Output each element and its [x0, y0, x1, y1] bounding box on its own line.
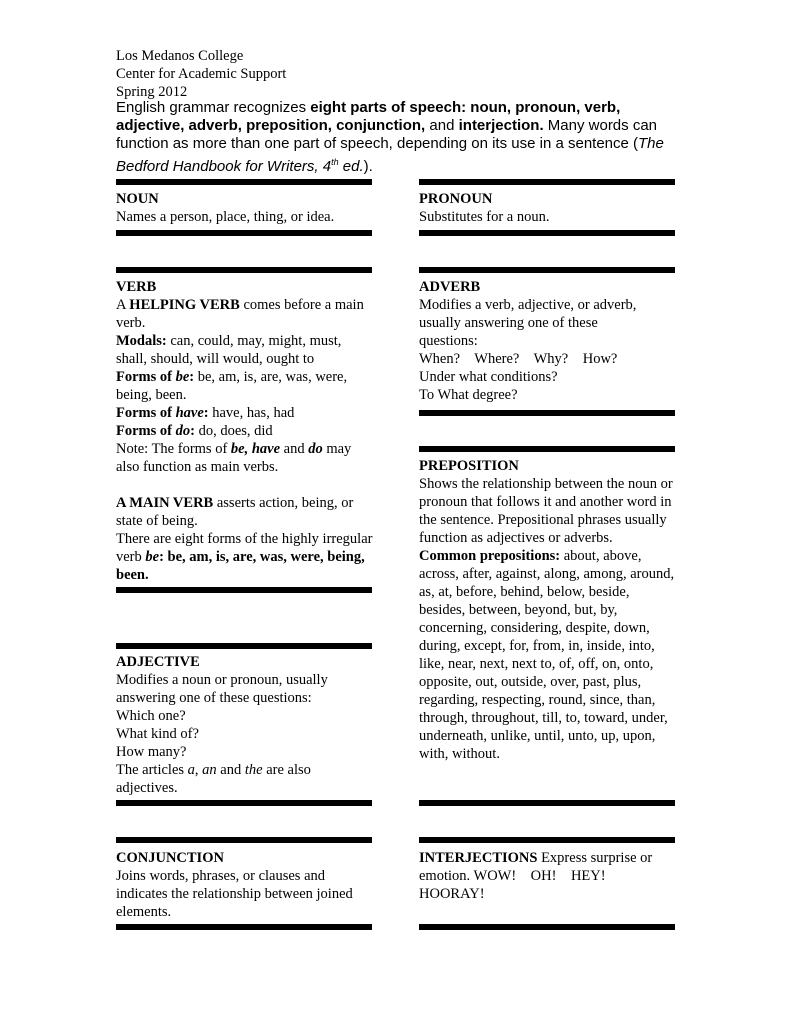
do-label-2: :: [190, 423, 195, 439]
helping-verb-line: [116, 296, 376, 332]
intro-text-4: ).: [363, 158, 373, 175]
common-prepositions: about, above, across, after, against, along, among, around, as, at, before, behind, below, beside, besides, between, beyond, but, by, concerning, considering, despite, down, during, except, for, from, in, inside, into, like, near, next, next to, of, off, on, onto, opposite, out, outside, over, past, plus, regarding, respecting, round, since, than, through, throughout, till, to, toward, under, underneath, unlike, until, unto, up, upon, with, without.: [419, 548, 675, 762]
verb-top-rule: [116, 267, 372, 273]
irr-forms: : be, am, is, are, was, were, being, been.: [116, 549, 365, 583]
be-forms: be, am, is, are, was, were, being, been.: [116, 369, 348, 403]
have-label-word: have: [175, 405, 204, 421]
hv-post: comes before a main verb.: [116, 297, 364, 331]
conjunction-top-rule: [116, 837, 372, 843]
preposition-section: [419, 457, 679, 763]
adverb-title: ADVERB: [419, 279, 481, 295]
adverb-line-6: To What degree?: [419, 387, 518, 403]
irr-be: be: [145, 549, 160, 565]
book-edition: ed.: [338, 158, 364, 175]
hv-bold: HELPING VERB: [129, 297, 240, 313]
verb-bottom-rule: [116, 587, 372, 593]
adverb-line-1: Modifies a verb, adjective, or adverb,: [419, 297, 637, 313]
adjective-title: ADJECTIVE: [116, 654, 200, 670]
mv-bold: A MAIN VERB: [116, 495, 214, 511]
adjective-line-4: What kind of?: [116, 726, 199, 742]
conjunction-title: CONJUNCTION: [116, 850, 224, 866]
noun-section: [116, 190, 374, 226]
adjective-top-rule: [116, 643, 372, 649]
term: Spring 2012: [116, 84, 188, 100]
main-verb-line: [116, 494, 376, 530]
adverb-bottom-rule: [419, 410, 675, 416]
be-label-1: Forms of: [116, 369, 176, 385]
note-bold-2: do: [308, 441, 323, 457]
note-bold-1: be, have: [230, 441, 281, 457]
conjunction-bottom-rule: [116, 924, 372, 930]
adjective-line-3: Which one?: [116, 708, 186, 724]
pronoun-top-rule: [419, 179, 675, 185]
verb-title: VERB: [116, 279, 157, 295]
common-prepositions-label: Common prepositions:: [419, 548, 561, 564]
edition-superscript: th: [331, 157, 339, 167]
be-label-2: :: [189, 369, 195, 385]
interjection-definition: Express surprise or emotion. WOW! OH! HEY! HOORAY!: [419, 850, 656, 902]
note-2: and: [280, 441, 309, 457]
art-1: The articles: [116, 762, 188, 778]
verb-spacer: [116, 476, 376, 494]
book-title: The Bedford Handbook for Writers, 4: [116, 135, 664, 175]
preposition-definition: Shows the relationship between the noun or pronoun that follows it and another word in the sentence. Prepositional phrases usually function as adjectives or adverbs.: [419, 476, 673, 546]
preposition-top-rule: [419, 446, 675, 452]
art-3: and: [216, 762, 245, 778]
noun-bottom-rule: [116, 230, 372, 236]
adjective-line-2: answering one of these questions:: [116, 690, 312, 706]
note-1: Note: The forms of: [116, 441, 231, 457]
art-2: ,: [194, 762, 203, 778]
have-label-2: :: [203, 405, 209, 421]
adjective-section: [116, 653, 376, 797]
intro-bold-1: eight parts of speech: noun, pronoun, verb, adjective, adverb, preposition, conjunction,: [116, 99, 621, 134]
do-forms: do, does, did: [194, 423, 273, 439]
do-label-1: Forms of: [116, 423, 176, 439]
modals-label: Modals:: [116, 333, 167, 349]
conjunction-section: [116, 849, 376, 921]
adverb-questions: When? Where? Why? How?: [419, 351, 618, 367]
adverb-line-3: questions:: [419, 333, 478, 349]
art-the: the: [244, 762, 263, 778]
do-forms-line: [116, 422, 376, 440]
modals-list: can, could, may, might, must, shall, should, will would, ought to: [116, 333, 342, 367]
intro-text-2: and: [425, 117, 459, 134]
pronoun-definition: Substitutes for a noun.: [419, 209, 550, 225]
adverb-section: [419, 278, 679, 404]
modals-line: [116, 332, 376, 368]
verb-section: [116, 278, 376, 584]
interjection-bottom-rule: [419, 924, 675, 930]
hv-pre: A: [116, 297, 130, 313]
preposition-list: [419, 547, 679, 763]
interjection-text: [419, 849, 679, 903]
have-forms-line: [116, 404, 376, 422]
interjection-section: [419, 849, 679, 903]
noun-definition: Names a person, place, thing, or idea.: [116, 209, 335, 225]
adverb-top-rule: [419, 267, 675, 273]
pronoun-title: PRONOUN: [419, 191, 493, 207]
be-label-word: be: [175, 369, 190, 385]
have-label-1: Forms of: [116, 405, 176, 421]
document-header: [116, 47, 676, 101]
center-name: Center for Academic Support: [116, 66, 287, 82]
articles-line: [116, 761, 376, 797]
interjection-title: INTERJECTIONS: [419, 850, 538, 866]
preposition-bottom-rule: [419, 800, 675, 806]
art-4: are also adjectives.: [116, 762, 311, 796]
pronoun-bottom-rule: [419, 230, 675, 236]
art-an: an: [202, 762, 217, 778]
adjective-bottom-rule: [116, 800, 372, 806]
note-3: may also function as main verbs.: [116, 441, 352, 475]
verb-note: [116, 440, 376, 476]
irregular-verb-line: [116, 530, 376, 584]
intro-text-1: English grammar recognizes: [116, 99, 311, 116]
adjective-line-5: How many?: [116, 744, 187, 760]
preposition-title: PREPOSITION: [419, 458, 519, 474]
adverb-line-5: Under what conditions?: [419, 369, 558, 385]
noun-top-rule: [116, 179, 372, 185]
intro-text-3: Many words can function as more than one part of speech, depending on its use in a sentence (: [116, 117, 658, 152]
mv-text: asserts action, being, or state of being.: [116, 495, 354, 529]
college-name: Los Medanos College: [116, 48, 244, 64]
art-a: a: [187, 762, 195, 778]
irr-text: There are eight forms of the highly irregular verb: [116, 531, 373, 565]
intro-bold-2: interjection.: [458, 117, 544, 134]
conjunction-definition: Joins words, phrases, or clauses and indicates the relationship between joined elements.: [116, 868, 353, 920]
intro-paragraph: [116, 99, 676, 176]
noun-title: NOUN: [116, 191, 159, 207]
do-label-word: do: [175, 423, 191, 439]
adverb-line-2: usually answering one of these: [419, 315, 598, 331]
have-forms: have, has, had: [208, 405, 295, 421]
be-forms-line: [116, 368, 376, 404]
pronoun-section: [419, 190, 677, 226]
interjection-top-rule: [419, 837, 675, 843]
adjective-line-1: Modifies a noun or pronoun, usually: [116, 672, 328, 688]
